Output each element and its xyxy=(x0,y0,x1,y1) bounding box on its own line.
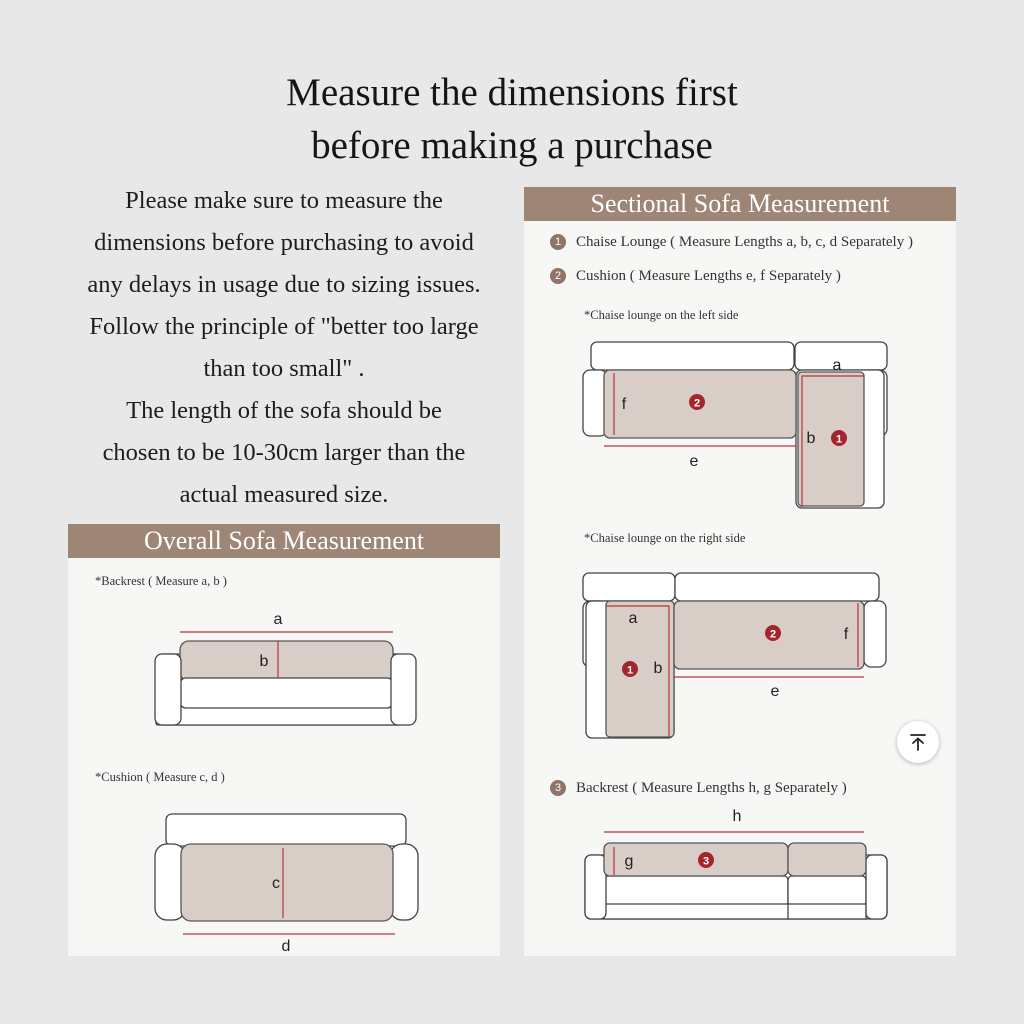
svg-text:2: 2 xyxy=(693,397,701,410)
right-chaise-drawing xyxy=(583,573,886,738)
intro-line: Follow the principle of "better too large xyxy=(89,313,479,340)
label-d: d xyxy=(281,938,291,955)
backrest-label-g: g xyxy=(624,853,634,870)
label-c: c xyxy=(272,875,280,892)
step-1-number: 1 xyxy=(550,234,566,250)
back-to-top-button[interactable] xyxy=(897,721,939,763)
svg-text:1: 1 xyxy=(626,664,634,677)
sectional-sofa-heading: Sectional Sofa Measurement xyxy=(524,187,956,221)
step-3-text: Backrest ( Measure Lengths h, g Separately ) xyxy=(576,780,847,796)
right-marker-1 xyxy=(622,661,638,677)
intro-line: Please make sure to measure the xyxy=(125,187,443,214)
intro-line: dimensions before purchasing to avoid xyxy=(94,229,474,256)
label-a: a xyxy=(273,611,283,628)
arrow-up-to-line-icon xyxy=(908,732,928,752)
svg-text:2: 2 xyxy=(769,628,777,641)
label-b: b xyxy=(259,653,269,670)
overall-sofa-panel xyxy=(68,524,500,956)
overall-sofa-diagram xyxy=(68,524,500,956)
left-marker-1 xyxy=(831,430,847,446)
backrest-sofa-drawing xyxy=(155,641,416,725)
left-label-a: a xyxy=(832,357,842,374)
svg-text:1: 1 xyxy=(835,433,843,446)
cushion-sofa-drawing xyxy=(155,814,418,921)
left-label-e: e xyxy=(689,453,699,470)
intro-line: actual measured size. xyxy=(179,481,389,508)
left-label-b: b xyxy=(806,430,816,447)
right-label-b: b xyxy=(653,660,663,677)
backrest-note: *Backrest ( Measure a, b ) xyxy=(95,574,227,588)
right-label-e: e xyxy=(770,683,780,700)
svg-text:3: 3 xyxy=(702,855,710,868)
title-line-2: before making a purchase xyxy=(311,124,713,167)
right-label-f: f xyxy=(843,626,849,643)
right-chaise-note: *Chaise lounge on the right side xyxy=(584,531,746,545)
intro-line: The length of the sofa should be xyxy=(126,397,442,424)
intro-line: than too small" . xyxy=(203,355,365,382)
page-title xyxy=(0,66,1024,172)
step-1-text: Chaise Lounge ( Measure Lengths a, b, c, d Separately ) xyxy=(576,234,913,250)
right-marker-2 xyxy=(765,625,781,641)
left-label-f: f xyxy=(621,396,627,413)
step-2-text: Cushion ( Measure Lengths e, f Separately ) xyxy=(576,268,841,284)
sectional-sofa-diagram xyxy=(524,187,956,956)
intro-text xyxy=(64,180,504,516)
left-marker-2 xyxy=(689,394,705,410)
right-label-a: a xyxy=(628,610,638,627)
backrest-marker-3 xyxy=(698,852,714,868)
intro-line: any delays in usage due to sizing issues. xyxy=(87,271,481,298)
cushion-note: *Cushion ( Measure c, d ) xyxy=(95,770,225,784)
intro-line: chosen to be 10-30cm larger than the xyxy=(102,439,466,466)
left-chaise-note: *Chaise lounge on the left side xyxy=(584,308,739,322)
step-2-number: 2 xyxy=(550,268,566,284)
title-line-1: Measure the dimensions first xyxy=(286,71,738,114)
sectional-sofa-panel xyxy=(524,187,956,956)
backrest-label-h: h xyxy=(732,808,742,825)
overall-sofa-heading: Overall Sofa Measurement xyxy=(68,524,500,558)
step-3-number: 3 xyxy=(550,780,566,796)
